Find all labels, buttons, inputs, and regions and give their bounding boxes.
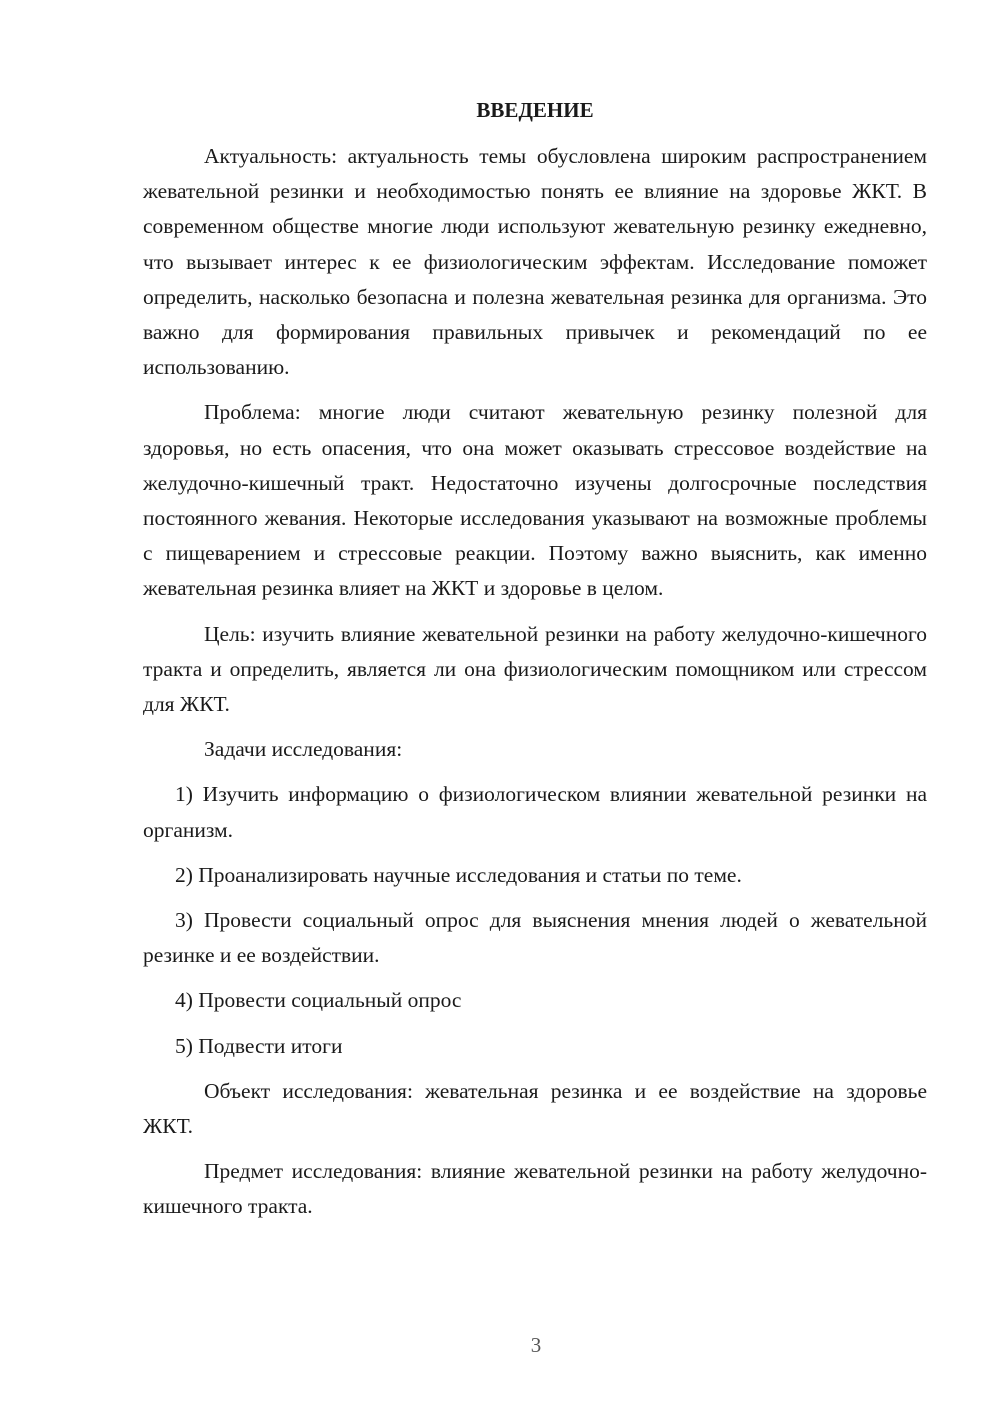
paragraph-goal: Цель: изучить влияние жевательной резинки на работу желудочно-кишечного тракта и определить, является ли она физиологическим помощником или стрессом для ЖКТ. [143, 621, 927, 717]
page-title: ВВЕДЕНИЕ [476, 98, 594, 122]
task-item: 3) Провести социальный опрос для выяснения мнения людей о жевательной резинке и ее воздействии. [143, 908, 927, 968]
task-item: 5) Подвести итоги [175, 1033, 343, 1058]
paragraph-object: Объект исследования: жевательная резинка и ее воздействие на здоровье ЖКТ. [143, 1078, 927, 1139]
document-page [143, 95, 927, 1235]
page-number: 3 [530, 1333, 542, 1357]
paragraph-problem: Проблема: многие люди считают жевательную резинку полезной для здоровья, но есть опасения, что она может оказывать стрессовое воздействие на желудочно-кишечный тракт. Недостаточно изучены долгосрочные последствия постоянного жевания. Некоторые исследования указывают на возможные проблемы с пищеварением и стрессовые реакции. Поэтому важно выяснить, как именно жевательная резинка влияет на ЖКТ и здоровье в целом. [143, 400, 927, 601]
tasks-heading: Задачи исследования: [204, 737, 403, 762]
task-item: 4) Провести социальный опрос [175, 988, 462, 1013]
paragraph-subject: Предмет исследования: влияние жевательной резинки на работу желудочно-кишечного тракта. [143, 1159, 927, 1219]
paragraph-relevance: Актуальность: актуальность темы обусловлена широким распространением жевательной резинки и необходимостью понять ее влияние на здоровье ЖКТ. В современном обществе многие люди используют жевательную резинку ежедневно, что вызывает интерес к ее физиологическим эффектам. Исследование поможет определить, насколько безопасна и полезна жевательная резинка для организма. Это важно для формирования правильных привычек и рекомендаций по ее использованию. [143, 144, 927, 380]
task-item: 1) Изучить информацию о физиологическом влиянии жевательной резинки на организм. [143, 782, 927, 842]
task-item: 2) Проанализировать научные исследования и статьи по теме. [175, 862, 742, 887]
